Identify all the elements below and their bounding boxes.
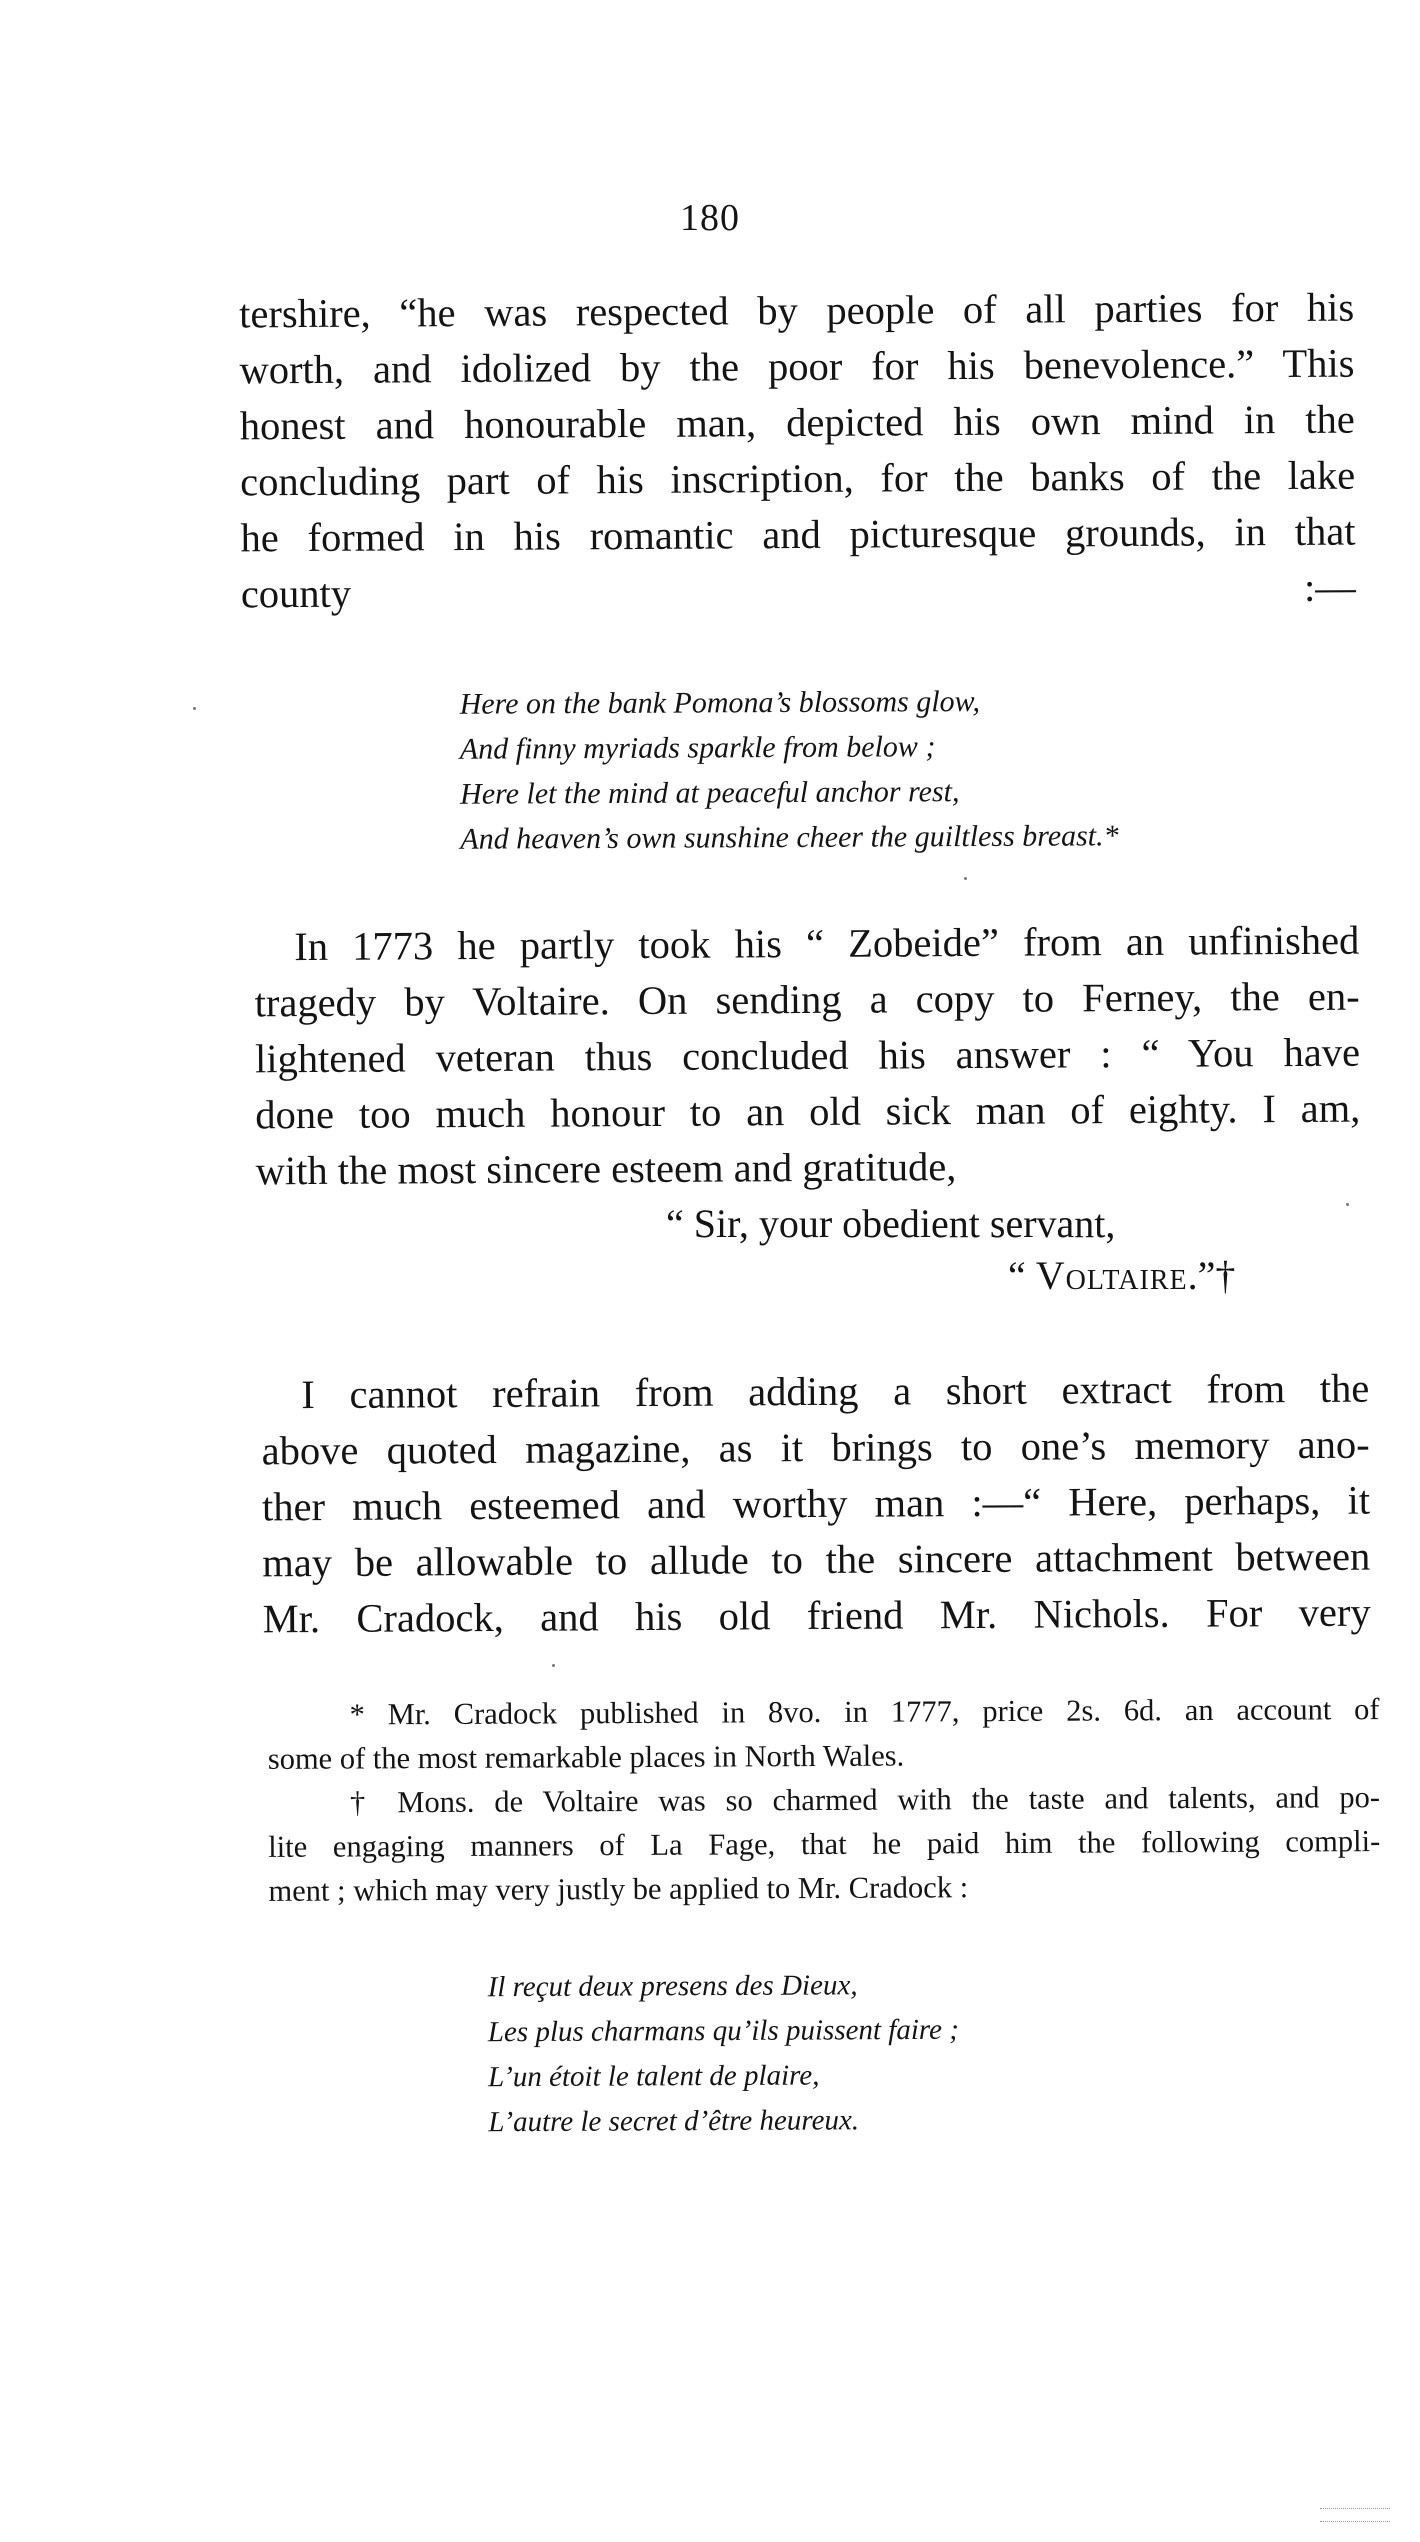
paper-speck [964, 877, 967, 880]
letter-salutation: “ Sir, your obedient servant, [666, 1201, 1116, 1246]
paragraph-3 [261, 1361, 1371, 1648]
inscription-verse [460, 678, 1119, 861]
verse-line: L’un étoit le talent de plaire, [488, 2059, 820, 2094]
text-line: with the most sincere esteem and gratitude, [255, 1144, 957, 1194]
text-line: he formed in his romantic and picturesque grounds, in that [240, 508, 1356, 561]
page-number: 180 [680, 197, 740, 239]
footnote-dagger-line: ment ; which may very justly be applied to Mr. Cradock : [268, 1870, 969, 1908]
text-line: done too much honour to an old sick man of eighty. I am, [255, 1085, 1361, 1138]
paragraph-1 [239, 280, 1356, 623]
text-line: worth, and idolized by the poor for his benevolence.” This [239, 340, 1355, 393]
text-line: above quoted magazine, as it brings to one’s memory ano- [261, 1421, 1370, 1474]
text-line: ther much esteemed and worthy man :—“ Here, perhaps, it [261, 1477, 1371, 1530]
verse-line: And heaven’s own sunshine cheer the guiltless breast.* [460, 819, 1119, 856]
verse-line: Here let the mind at peaceful anchor rest, [460, 775, 960, 811]
text-line: In 1773 he partly took his “ Zobeide” from an unfinished [294, 917, 1360, 970]
text-line: tershire, “he was respected by people of all parties for his [239, 284, 1355, 337]
page-edge-mark [1320, 2508, 1390, 2522]
letter-signature [1008, 1248, 1235, 1304]
signature-name: Voltaire [1035, 1253, 1188, 1298]
footnote-dagger-line: † Mons. de Voltaire was so charmed with the taste and talents, and po- [349, 1780, 1381, 1820]
footnote-star-line: * Mr. Cradock published in 8vo. in 1777, price 2s. 6d. an account of [349, 1692, 1380, 1732]
verse-line: And finny myriads sparkle from below ; [459, 730, 936, 766]
signature-open-quote: “ [1008, 1253, 1036, 1298]
text-line: may be allowable to allude to the sincere attachment between [262, 1533, 1371, 1586]
footnote-star-line: some of the most remarkable places in North Wales. [267, 1738, 905, 1776]
paper-speck [193, 707, 196, 710]
text-line: tragedy by Voltaire. On sending a copy to Ferney, the en- [254, 973, 1360, 1026]
text-line: county :— [240, 564, 1356, 617]
paper-speck [1346, 1203, 1349, 1206]
signature-close: .”† [1187, 1253, 1236, 1298]
verse-line: Il reçut deux presens des Dieux, [487, 1969, 858, 2004]
text-line: Mr. Cradock, and his old friend Mr. Nichols. For very [262, 1589, 1371, 1642]
footnote-dagger-line: lite engaging manners of La Fage, that he paid him the following compli- [268, 1824, 1381, 1864]
verse-line: Here on the bank Pomona’s blossoms glow, [459, 685, 980, 721]
paragraph-2 [254, 913, 1361, 1200]
text-line: concluding part of his inscription, for the banks of the lake [240, 452, 1356, 505]
text-line: honest and honourable man, depicted his own mind in the [239, 396, 1355, 449]
footnotes [267, 1687, 1380, 1913]
paper-speck [552, 1664, 555, 1667]
text-line: lightened veteran thus concluded his answer : “ You have [254, 1029, 1361, 1082]
text-line: I cannot refrain from adding a short extract from the [301, 1365, 1370, 1418]
verse-line: Les plus charmans qu’ils puissent faire ; [487, 2013, 959, 2049]
verse-line: L’autre le secret d’être heureux. [488, 2104, 860, 2139]
french-verse [488, 1963, 960, 2145]
